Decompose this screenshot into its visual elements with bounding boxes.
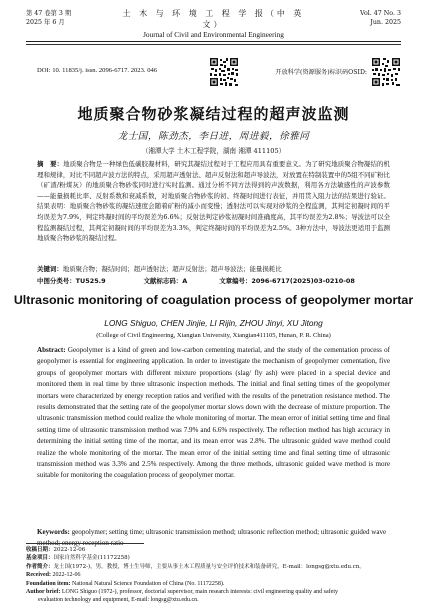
qr-code-icon — [209, 57, 239, 87]
journal-name-en: Journal of Civil and Environmental Engineering — [143, 30, 284, 39]
header-rule-bottom — [26, 44, 401, 45]
footnote-author-en-cont — [26, 596, 401, 604]
received-en-date: 2022-12-06 — [52, 572, 81, 579]
header-issue-cn — [26, 9, 71, 27]
authors-cn: 龙士国，陈劲杰，李日进，周进毅，徐雅同 — [117, 131, 310, 142]
footnote-fund-cn — [26, 554, 401, 562]
author-cn-label: 作者简介： — [26, 563, 54, 570]
osid-label: 开放科学(资源服务)标识码OSID: — [275, 69, 367, 76]
fund-en-label: Foundation item: — [26, 580, 71, 587]
received-en-label: Received: — [26, 572, 51, 579]
footnote-author-en — [26, 588, 401, 596]
article-number: 文章编号：2096-6717(2025)03-0210-08 — [219, 277, 355, 285]
footnote-rule — [26, 543, 144, 544]
fund-en-text: National Natural Science Foundation of China (No. 11172258). — [72, 580, 225, 587]
received-cn-date: 2022-12-06 — [53, 547, 86, 553]
footnote-received-en — [26, 571, 401, 579]
journal-name-cn: 土 木 与 环 境 工 程 学 报（中 英 文） — [122, 9, 305, 29]
running-header — [26, 7, 401, 41]
clc-number: 中图分类号：TU525.9 — [37, 277, 106, 285]
header-rule-top — [26, 41, 401, 42]
classification-row — [37, 276, 390, 286]
osid-qr-code-icon — [371, 57, 401, 87]
fund-cn-label: 基金项目： — [26, 555, 54, 562]
footnote-author-cn — [26, 563, 401, 571]
abstract-en-text: Geopolymer is a kind of green and low-carbon cementing material, and the study of the cementation process of geopolymer is essential for engineering application. In order to investigate the mechanism of geopolymer cementation, five groups of geopolymer mortars with different mixture proportions (slag/ fly ash) were placed in a special device and monitored them in real time by three ultrasonic inspection methods. The initial and final setting times of the geopolymer mortars were characterized by energy reception ratios and verified with the results of the penetration resistance method. The results demonstrated that the setting rate of the geopolymer mortar slows down with the decrease of mixture proportion. The ultrasonic transmission method could realize the whole monitoring of mortar. The mean error of initial setting time and final setting time of ultrasonic transmission method was 7.9% and 6.6% respectively. The reflection method has high accuracy in determining the initial setting time of the mortar, and its mean error was 2.8%. The ultrasonic guided wave method could realize the whole monitoring of the mortar. The mean error of the initial setting time and final setting time of ultrasonic transmission method was 3.3% and 2.5% respectively. Among the three methods, ultrasonic guided wave method is more suitable for monitoring the coagulation process of geopolymer mortar. — [37, 346, 391, 480]
keywords-cn-label: 关键词： — [37, 265, 63, 273]
keywords-cn-text: 地质聚合物；凝结时间；超声透射法；超声反射法；超声导波法；能量损耗比 — [62, 265, 282, 273]
keywords-en-label: Keywords: — [37, 528, 70, 536]
footnotes — [26, 546, 401, 605]
author-en-label: Author brief: — [26, 589, 61, 596]
author-cn-text: 龙士国(1972-)，男，教授，博士生导师，主要从事土木工程质量与安全评价技术和装备研究，E-mail：longsg@xtu.edu.cn。 — [53, 563, 365, 570]
header-issue-en — [360, 9, 401, 27]
abstract-en-label: Abstract: — [37, 346, 66, 354]
affiliation-cn: （湘潭大学 土木工程学院，湖南 湘潭 411105） — [141, 147, 286, 155]
journal-name — [121, 8, 306, 39]
fund-cn-text: 国家自然科学基金(11172258) — [53, 555, 130, 562]
title-cn: 地质聚合物砂浆凝结过程的超声波监测 — [77, 105, 350, 123]
received-cn-label: 收稿日期： — [26, 547, 54, 553]
footnote-fund-en — [26, 580, 401, 588]
volume-cn: 第 47 卷第 3 期 — [26, 10, 72, 17]
document-code: 文献标志码：A — [143, 277, 188, 285]
abstract-cn-text: 地质聚合物是一种绿色低碳胶凝材料，研究其凝结过程对于工程应用具有重要意义。为了研究地质聚合物凝结的机理和规律，对比不同超声波方法的特点，采用超声透射法、超声反射法和超声导波法，对放置在特制装置中的5组不同矿粉比（矿渣/粉煤灰）的地质聚合物砂浆同时进行实时监测。通过分析不同方法得到的声波数据，利用各方法敏感性的声波参数——能量损耗比率、反射系数和衰减系数，对地质聚合物砂浆的初、终凝时间进行表征，并用贯入阻力法的结果进行验证。结果表明：地质聚合物砂浆的凝结速度会随着矿粉的减小而变慢；透射法可以实现对砂浆的全程监测，其判定初凝时间的平均误差为7.9%，判定终凝时间的平均误差为6.6%；反射法判定砂浆初凝时间准确度高，其平均误差为2.8%；导波法可以全程监测凝结过程，其判定初凝时间的平均误差为3.3%，判定终凝时间的平均误差为2.5%。3种方法中，导波法更适用于监测地质聚合物砂浆的凝结过程。 — [37, 160, 390, 243]
keywords-en-text: geopolymer; setting time; ultrasonic transmission method; ultrasonic reflection method; ultrasonic guided wave method; energy reception ratio — [37, 528, 387, 547]
author-en-text-2: evaluation technology and equipment, E-mail: longsg@xtu.edu.cn. — [38, 597, 199, 604]
footnote-received-cn — [26, 546, 401, 554]
volume-en: Vol. 47 No. 3 — [360, 10, 401, 17]
date-cn: 2025 年 6 月 — [26, 19, 65, 26]
doi: DOI: 10. 11835/j. issn. 2096-6717. 2023. 046 — [37, 67, 158, 74]
date-en: Jun. 2025 — [370, 19, 401, 26]
abstract-cn-label: 摘 要： — [37, 160, 64, 168]
authors-en: LONG Shiguo, CHEN Jinjie, LI Rijin, ZHOU Jinyi, XU Jitong — [104, 318, 323, 328]
meta-row — [37, 57, 401, 87]
abstract-cn — [37, 159, 390, 244]
affiliation-en: (College of Civil Engineering, Xiangtan University, Xiangtan411105, Hunan, P. R. China) — [96, 332, 331, 339]
abstract-en — [37, 345, 390, 482]
keywords-cn — [37, 264, 390, 274]
author-en-text-1: LONG Shiguo (1972-), professor, doctorial supervisor, main research interests: civil engineering quality and safety — [61, 589, 339, 596]
title-en: Ultrasonic monitoring of coagulation process of geopolymer mortar — [13, 293, 414, 307]
